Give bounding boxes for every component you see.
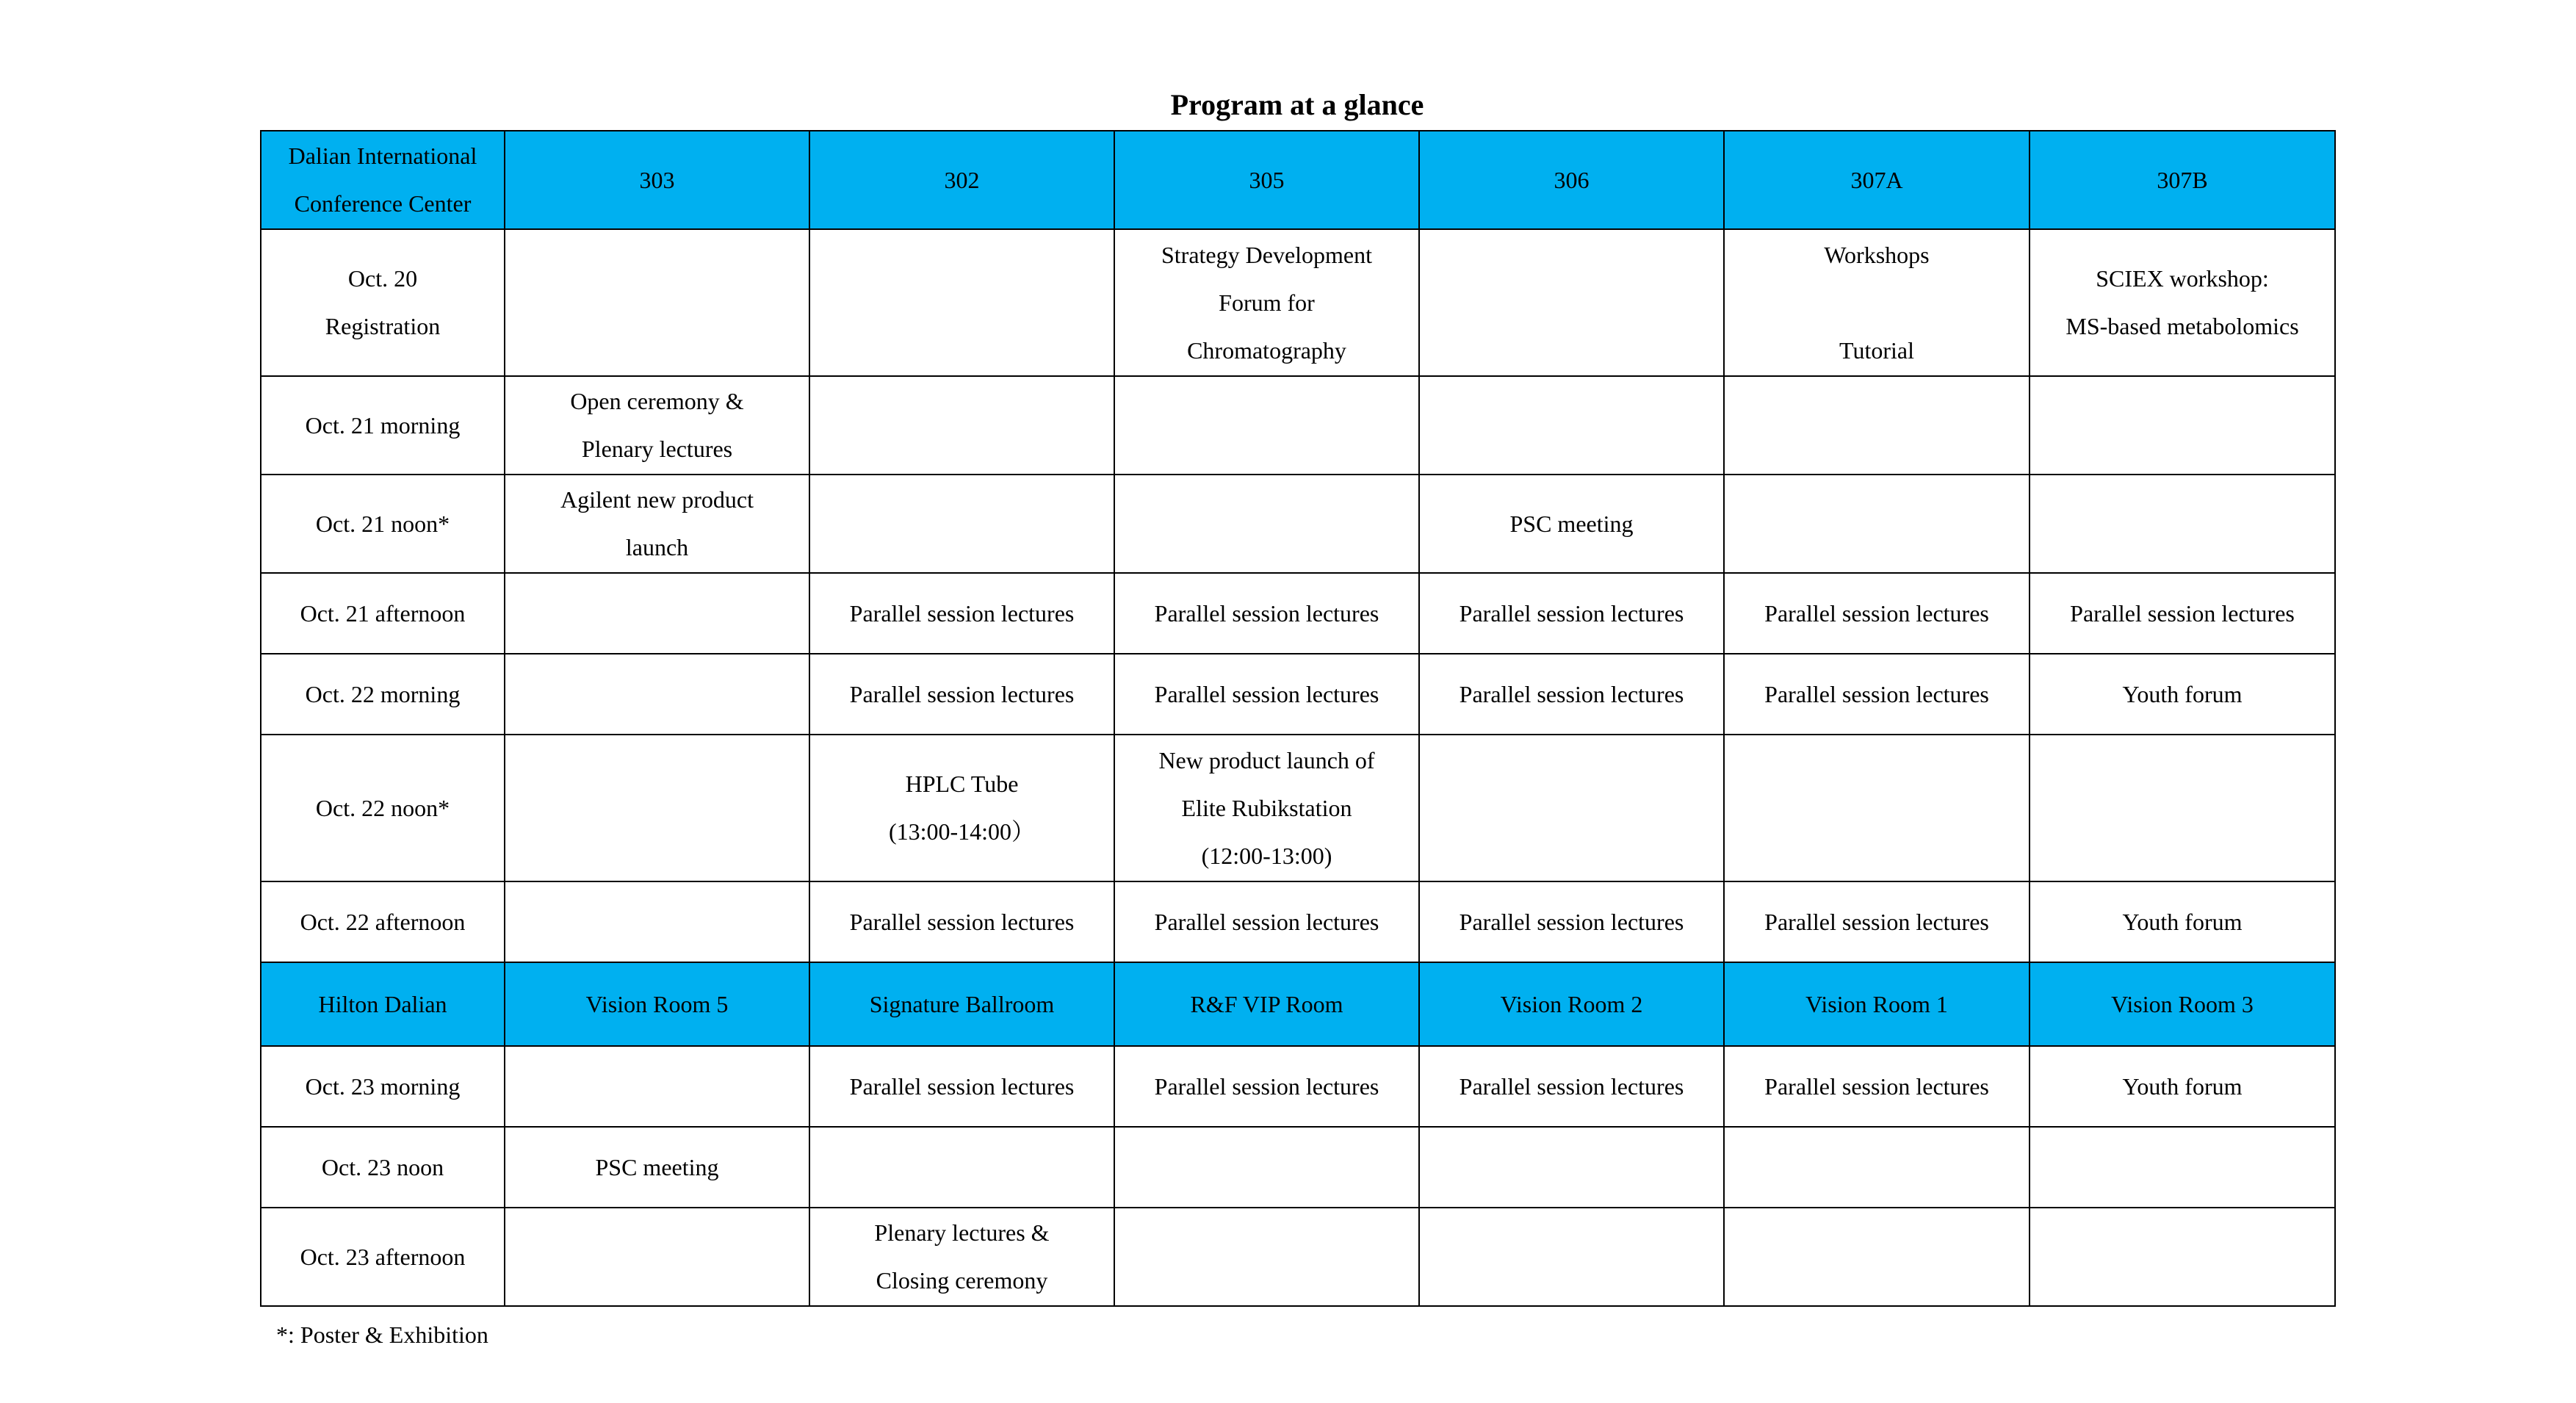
cell-text: Plenary lectures & [874, 1219, 1050, 1246]
cell-text: Oct. 22 afternoon [300, 908, 466, 935]
cell-text: New product launch of [1158, 746, 1375, 773]
venue-name [261, 962, 505, 1046]
session-time-label [261, 654, 505, 735]
cell-text: Parallel session lectures [849, 908, 1075, 935]
cell-text: Oct. 22 morning [305, 680, 461, 707]
footnote: *: Poster & Exhibition [276, 1321, 488, 1348]
session-cell [2030, 654, 2335, 735]
cell-text: Oct. 21 morning [305, 411, 461, 439]
room-header [1419, 962, 1724, 1046]
session-cell [809, 735, 1114, 881]
schedule-row [261, 1208, 2335, 1306]
cell-text: Chromatography [1187, 336, 1346, 364]
cell-text: Oct. 20 [347, 265, 418, 292]
session-cell [1114, 475, 1419, 573]
cell-text: Parallel session lectures [1764, 680, 1989, 707]
cell-text: Parallel session lectures [849, 1072, 1075, 1100]
schedule-row [261, 573, 2335, 654]
session-cell [505, 735, 809, 881]
session-cell [1724, 735, 2030, 881]
room-header [1114, 962, 1419, 1046]
session-cell [1724, 1046, 2030, 1127]
session-time-label [261, 881, 505, 962]
cell-text: Parallel session lectures [849, 599, 1075, 627]
cell-text: Oct. 23 afternoon [300, 1243, 466, 1270]
session-cell [1419, 881, 1724, 962]
session-cell [2030, 1127, 2335, 1208]
room-header [1724, 962, 2030, 1046]
cell-text: Parallel session lectures [1154, 908, 1379, 935]
venue-name [261, 131, 505, 229]
room-header [2030, 962, 2335, 1046]
cell-text: Parallel session lectures [1459, 599, 1684, 627]
cell-text: Closing ceremony [876, 1267, 1048, 1294]
room-header [809, 962, 1114, 1046]
schedule-row [261, 654, 2335, 735]
cell-blank-line [1729, 279, 2024, 327]
session-cell [505, 654, 809, 735]
session-cell [1419, 735, 1724, 881]
room-name: Signature Ballroom [869, 990, 1055, 1017]
session-cell [2030, 229, 2335, 376]
cell-text: Strategy Development [1161, 241, 1373, 268]
schedule-row [261, 735, 2335, 881]
venue-header-row [261, 131, 2335, 229]
session-cell [809, 573, 1114, 654]
room-name: 307B [2157, 166, 2208, 193]
cell-text: Oct. 21 afternoon [300, 599, 466, 627]
room-header [1724, 131, 2030, 229]
room-name: 302 [944, 166, 980, 193]
cell-text: Tutorial [1839, 336, 1914, 364]
cell-text: Registration [325, 313, 441, 339]
session-cell [1419, 573, 1724, 654]
session-cell [505, 1046, 809, 1127]
cell-text: Parallel session lectures [1764, 908, 1989, 935]
room-header [1114, 131, 1419, 229]
session-cell [1724, 1127, 2030, 1208]
cell-text: Youth forum [2122, 1072, 2243, 1100]
session-cell [505, 229, 809, 376]
cell-text: launch [625, 534, 689, 560]
cell-text: Elite Rubikstation [1181, 794, 1352, 821]
session-cell [1419, 475, 1724, 573]
cell-text: Parallel session lectures [1154, 680, 1379, 707]
session-cell [809, 376, 1114, 475]
session-cell [1114, 1208, 1419, 1306]
cell-text: Parallel session lectures [1459, 680, 1684, 707]
cell-text: Youth forum [2122, 908, 2243, 935]
room-header [505, 962, 809, 1046]
session-cell [809, 881, 1114, 962]
session-cell [1419, 1127, 1724, 1208]
cell-text: Conference Center [294, 190, 472, 217]
session-time-label [261, 229, 505, 376]
session-cell [505, 573, 809, 654]
cell-text: Parallel session lectures [2070, 599, 2295, 627]
cell-text: HPLC Tube [905, 771, 1019, 797]
room-name: 306 [1554, 166, 1590, 193]
room-name: 305 [1249, 166, 1285, 193]
cell-text: PSC meeting [1509, 510, 1634, 537]
session-cell [2030, 475, 2335, 573]
room-name: Vision Room 3 [2111, 990, 2254, 1017]
cell-text: Parallel session lectures [1764, 599, 1989, 627]
session-time-label [261, 1046, 505, 1127]
schedule-row [261, 475, 2335, 573]
cell-text: (13:00-14:00） [888, 818, 1036, 845]
cell-text: (12:00-13:00) [1201, 842, 1332, 869]
cell-text: Open ceremony & [570, 388, 744, 414]
session-cell [1114, 376, 1419, 475]
cell-text: Oct. 21 noon* [315, 510, 450, 537]
cell-text: Oct. 23 morning [305, 1072, 461, 1100]
session-cell [809, 475, 1114, 573]
session-cell [505, 881, 809, 962]
session-cell [1724, 475, 2030, 573]
cell-text: Agilent new product [560, 486, 754, 513]
session-cell [1724, 573, 2030, 654]
session-cell [1114, 735, 1419, 881]
cell-text: Oct. 23 noon [321, 1153, 444, 1180]
session-cell [505, 376, 809, 475]
cell-text: SCIEX workshop: [2096, 265, 2269, 292]
session-cell [2030, 376, 2335, 475]
room-header [809, 131, 1114, 229]
session-cell [1419, 229, 1724, 376]
session-cell [505, 1208, 809, 1306]
session-cell [505, 1127, 809, 1208]
page-title: Program at a glance [1170, 88, 1424, 121]
session-cell [809, 229, 1114, 376]
session-cell [1724, 229, 2030, 376]
cell-text: Parallel session lectures [849, 680, 1075, 707]
session-cell [2030, 1046, 2335, 1127]
cell-text: PSC meeting [595, 1153, 719, 1180]
session-time-label [261, 573, 505, 654]
session-time-label [261, 735, 505, 881]
session-cell [1419, 654, 1724, 735]
session-cell [1724, 376, 2030, 475]
session-cell [2030, 881, 2335, 962]
schedule-row [261, 1046, 2335, 1127]
cell-text: Youth forum [2122, 680, 2243, 707]
session-cell [1114, 1127, 1419, 1208]
session-time-label [261, 376, 505, 475]
session-cell [1724, 654, 2030, 735]
schedule-row [261, 1127, 2335, 1208]
cell-text: Parallel session lectures [1459, 1072, 1684, 1100]
session-cell [809, 1208, 1114, 1306]
session-time-label [261, 475, 505, 573]
session-cell [1114, 573, 1419, 654]
session-cell [505, 475, 809, 573]
cell-text: Parallel session lectures [1154, 599, 1379, 627]
room-header [505, 131, 809, 229]
session-cell [1419, 1208, 1724, 1306]
room-name: Vision Room 5 [585, 990, 729, 1017]
room-name: R&F VIP Room [1190, 990, 1343, 1017]
session-cell [2030, 573, 2335, 654]
session-time-label [261, 1208, 505, 1306]
room-header [1419, 131, 1724, 229]
session-cell [1114, 654, 1419, 735]
cell-text: Plenary lectures [581, 436, 733, 462]
session-cell [2030, 1208, 2335, 1306]
room-name: 307A [1850, 166, 1903, 193]
room-header [2030, 131, 2335, 229]
cell-text: Dalian International [288, 143, 477, 169]
room-name: Vision Room 1 [1805, 990, 1948, 1017]
session-cell [2030, 735, 2335, 881]
schedule-row [261, 881, 2335, 962]
cell-text: Hilton Dalian [318, 990, 447, 1017]
session-cell [809, 1046, 1114, 1127]
schedule-row [261, 229, 2335, 376]
room-name: 303 [639, 166, 675, 193]
cell-text: Parallel session lectures [1764, 1072, 1989, 1100]
cell-text: Parallel session lectures [1154, 1072, 1379, 1100]
cell-text: Workshops [1824, 241, 1930, 268]
session-cell [1419, 1046, 1724, 1127]
cell-text: Forum for [1219, 289, 1315, 316]
schedule-row [261, 376, 2335, 475]
session-cell [1114, 881, 1419, 962]
session-cell [809, 1127, 1114, 1208]
session-cell [809, 654, 1114, 735]
program-table [260, 130, 2336, 1307]
session-cell [1724, 881, 2030, 962]
session-cell [1724, 1208, 2030, 1306]
cell-text: Parallel session lectures [1459, 908, 1684, 935]
session-cell [1114, 229, 1419, 376]
session-time-label [261, 1127, 505, 1208]
venue-header-row [261, 962, 2335, 1046]
room-name: Vision Room 2 [1500, 990, 1643, 1017]
cell-text: MS-based metabolomics [2066, 313, 2299, 339]
session-cell [1419, 376, 1724, 475]
cell-text: Oct. 22 noon* [315, 794, 450, 821]
session-cell [1114, 1046, 1419, 1127]
